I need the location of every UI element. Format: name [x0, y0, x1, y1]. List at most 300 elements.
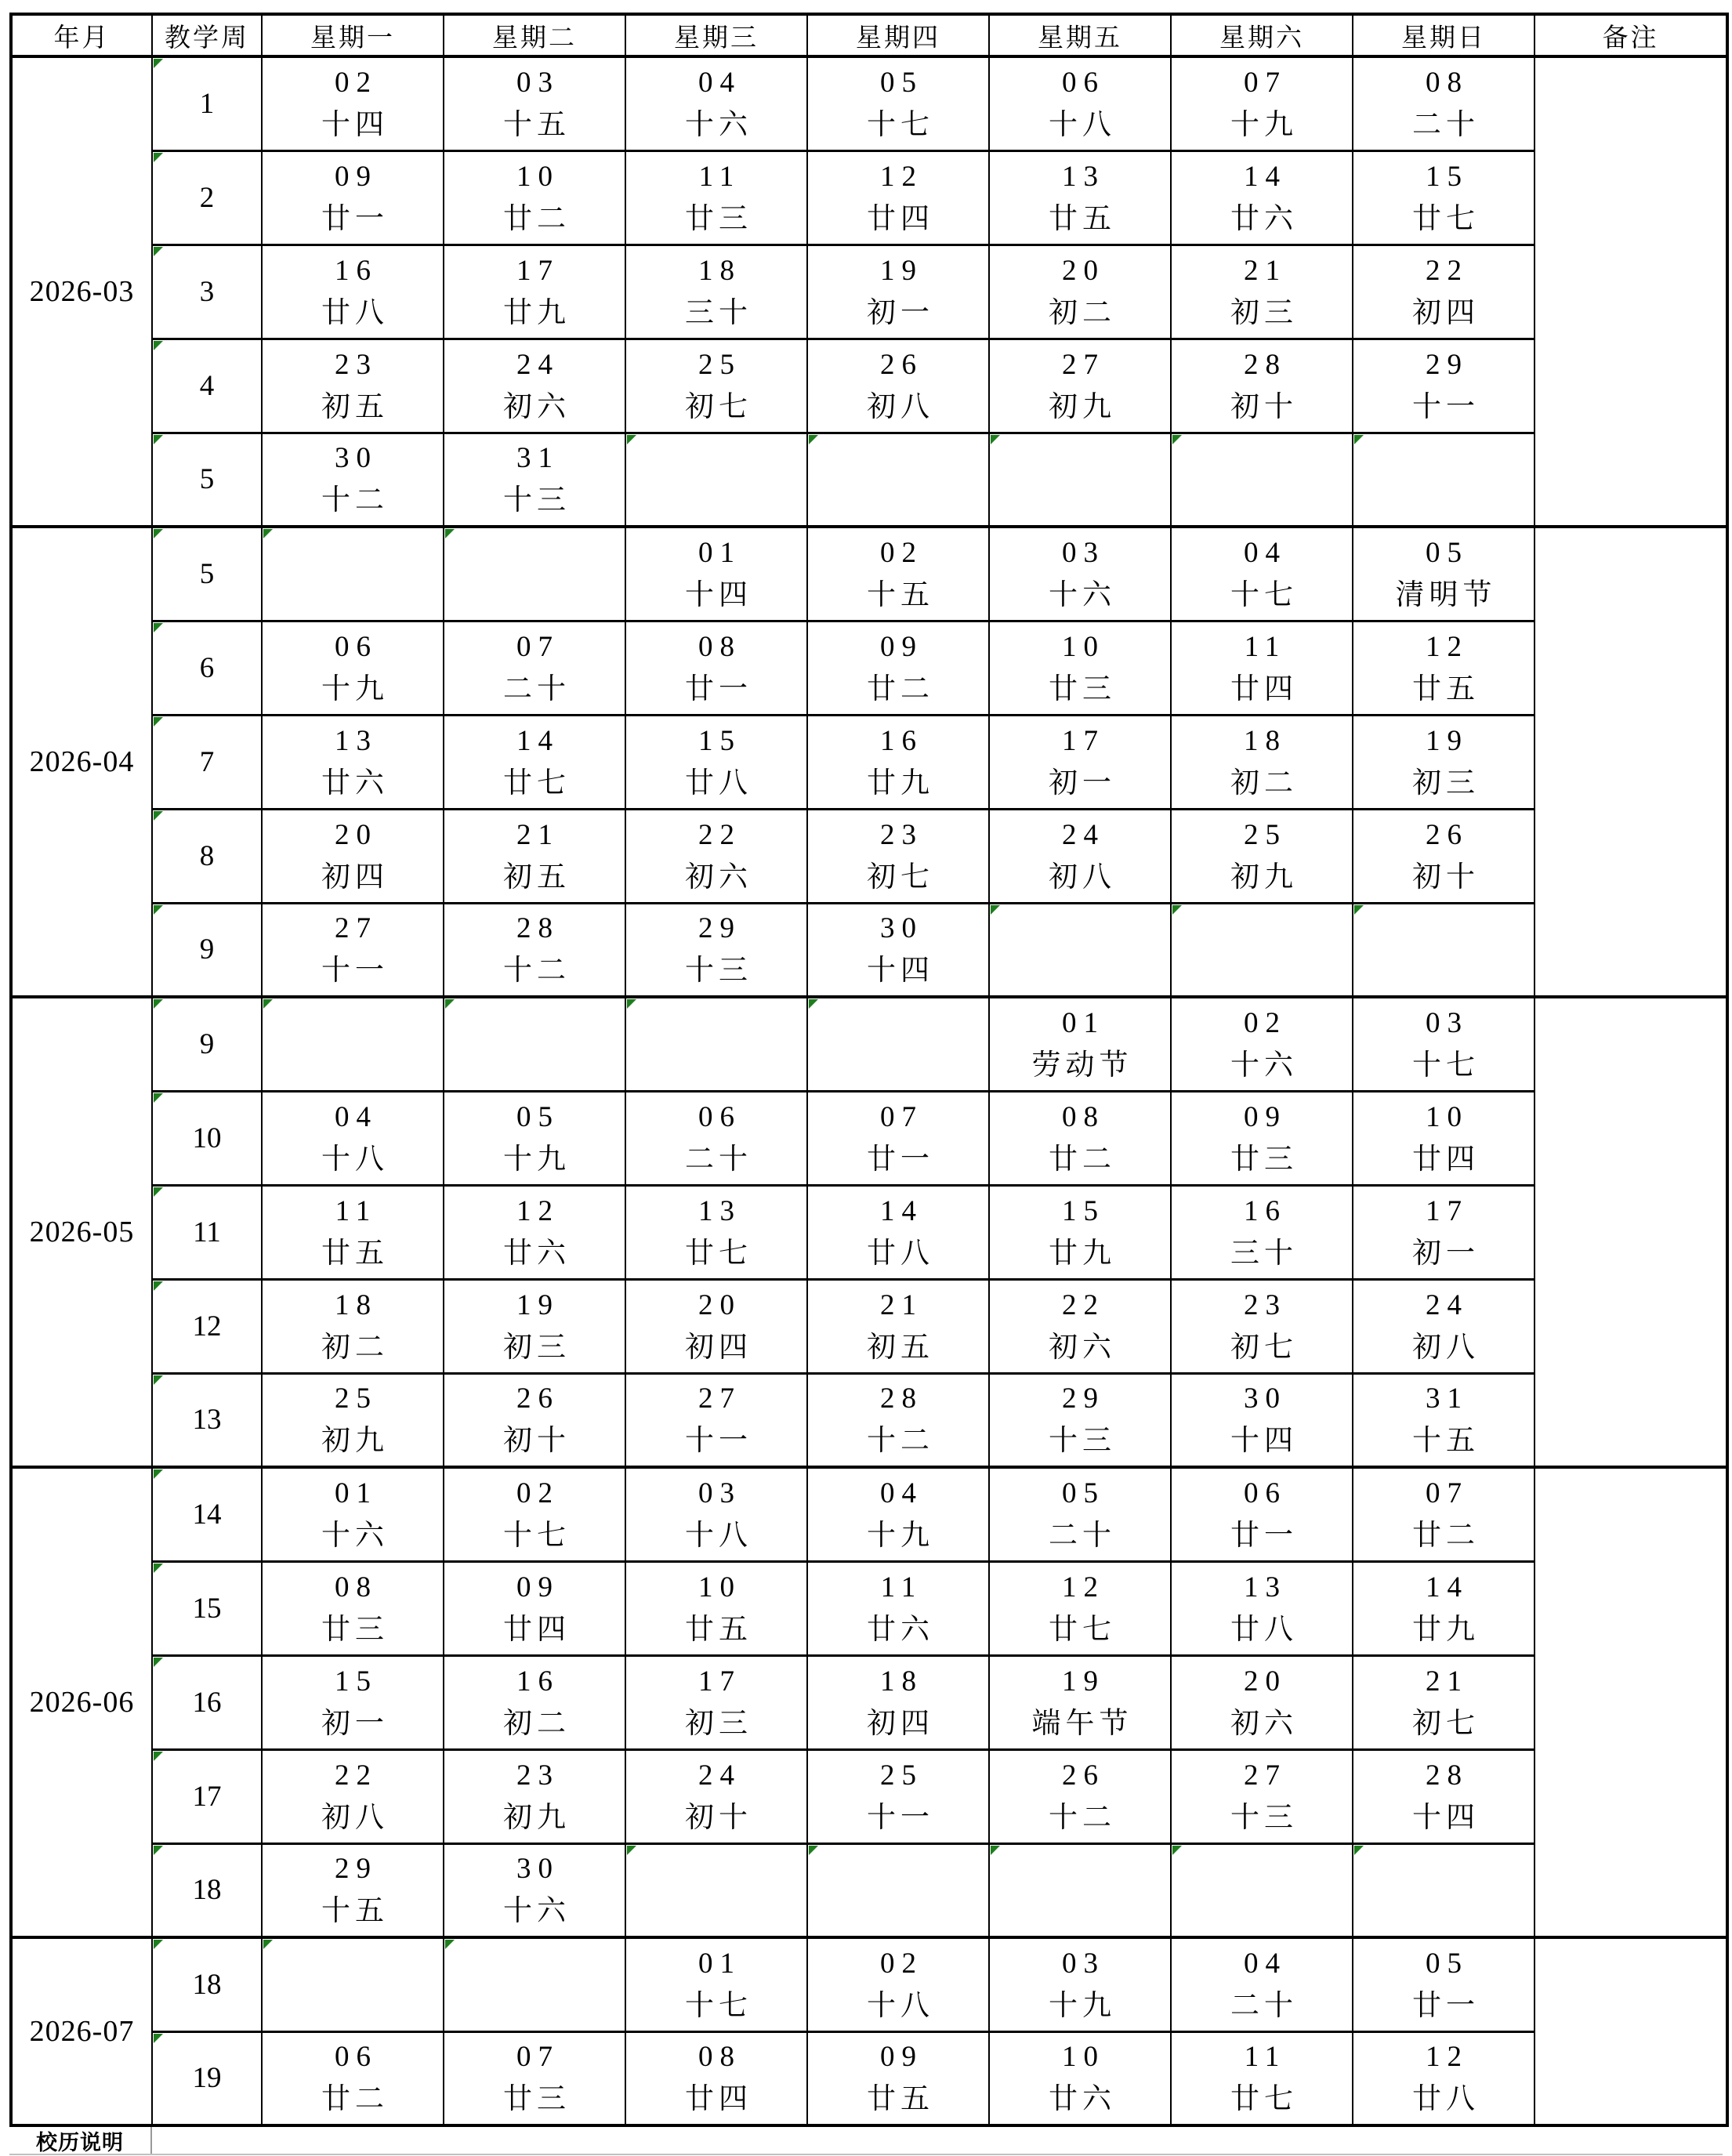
teaching-week-cell[interactable] [152, 245, 262, 339]
solar-date: 28 [1426, 1759, 1469, 1792]
day-cell[interactable] [444, 339, 625, 433]
week-row [11, 245, 1727, 339]
day-cell[interactable] [444, 1749, 625, 1843]
lunar-or-festival: 廿二 [867, 672, 934, 705]
day-cell-content [990, 818, 1170, 893]
day-cell[interactable] [807, 1467, 989, 1561]
day-cell[interactable] [444, 245, 625, 339]
remarks-cell[interactable] [1535, 527, 1727, 997]
remarks-cell[interactable] [1535, 997, 1727, 1467]
day-cell[interactable] [1353, 150, 1535, 245]
lunar-or-festival: 初四 [321, 861, 389, 893]
day-cell[interactable] [625, 1185, 807, 1279]
day-cell[interactable] [807, 1937, 989, 2031]
lunar-or-festival: 廿三 [321, 1613, 389, 1646]
day-cell[interactable] [262, 809, 444, 903]
corner-marker-icon [991, 905, 1000, 915]
day-cell[interactable] [807, 2031, 989, 2125]
day-cell-content [1172, 1667, 1352, 1738]
solar-date: 24 [698, 1759, 741, 1792]
day-cell[interactable] [262, 1749, 444, 1843]
day-cell[interactable] [444, 1185, 625, 1279]
day-cell-content [263, 914, 443, 985]
day-cell[interactable] [262, 621, 444, 715]
day-cell[interactable] [444, 621, 625, 715]
day-cell[interactable] [444, 1373, 625, 1467]
remarks-cell[interactable] [1535, 56, 1727, 527]
lunar-or-festival: 初二 [321, 1331, 389, 1364]
day-cell[interactable] [1353, 245, 1535, 339]
lunar-or-festival: 劳动节 [1031, 1049, 1133, 1082]
lunar-or-festival: 十六 [1230, 1049, 1298, 1082]
day-cell[interactable] [262, 1561, 444, 1655]
day-cell[interactable] [625, 2031, 807, 2125]
column-header-monday[interactable]: 星期一 [262, 14, 444, 56]
day-cell-content [1172, 1479, 1352, 1550]
day-cell[interactable] [807, 1373, 989, 1467]
day-cell[interactable] [625, 1561, 807, 1655]
day-cell-content [990, 1573, 1170, 1644]
teaching-week-cell[interactable] [152, 997, 262, 1091]
day-cell[interactable] [1171, 56, 1353, 150]
day-cell-empty[interactable] [262, 1937, 444, 2031]
day-cell-content [1172, 538, 1352, 610]
teaching-week-number: 6 [199, 651, 215, 684]
day-cell-content [626, 1194, 806, 1270]
day-cell[interactable] [1353, 997, 1535, 1091]
corner-marker-icon [1354, 1846, 1364, 1855]
day-cell[interactable] [444, 1561, 625, 1655]
day-cell[interactable] [1353, 1373, 1535, 1467]
day-cell[interactable] [1171, 715, 1353, 809]
lunar-or-festival: 廿三 [1230, 1143, 1298, 1176]
lunar-or-festival: 初四 [1412, 296, 1480, 329]
teaching-week-number: 5 [199, 463, 215, 496]
teaching-week-cell[interactable] [152, 56, 262, 150]
lunar-or-festival: 廿三 [503, 2083, 571, 2116]
lunar-or-festival: 廿五 [321, 1237, 389, 1270]
teaching-week-cell[interactable] [152, 809, 262, 903]
day-cell[interactable] [1171, 1655, 1353, 1749]
day-cell-empty[interactable] [625, 433, 807, 527]
week-row [11, 56, 1727, 150]
teaching-week-cell[interactable] [152, 1561, 262, 1655]
day-cell[interactable] [262, 1655, 444, 1749]
teaching-week-cell[interactable] [152, 1655, 262, 1749]
solar-date: 22 [698, 818, 741, 851]
lunar-or-festival: 初一 [1412, 1237, 1480, 1270]
day-cell-empty[interactable] [444, 997, 625, 1091]
column-header-year-month[interactable]: 年月 [11, 14, 152, 56]
day-cell[interactable] [262, 1373, 444, 1467]
day-cell-content [263, 444, 443, 515]
teaching-week-cell[interactable] [152, 339, 262, 433]
lunar-or-festival: 初七 [685, 390, 752, 423]
solar-date: 23 [516, 1759, 560, 1792]
day-cell[interactable] [262, 1279, 444, 1373]
day-cell[interactable] [444, 433, 625, 527]
day-cell-content [444, 632, 625, 704]
day-cell[interactable] [262, 1091, 444, 1185]
day-cell[interactable] [625, 1279, 807, 1373]
lunar-or-festival: 廿九 [1412, 1613, 1480, 1646]
day-cell[interactable] [262, 433, 444, 527]
column-header-sunday[interactable]: 星期日 [1353, 14, 1535, 56]
day-cell[interactable] [807, 1091, 989, 1185]
day-cell[interactable] [807, 715, 989, 809]
teaching-week-cell[interactable] [152, 1279, 262, 1373]
day-cell[interactable] [1171, 1749, 1353, 1843]
day-cell[interactable] [989, 1467, 1171, 1561]
day-cell[interactable] [989, 1655, 1171, 1749]
day-cell[interactable] [807, 1749, 989, 1843]
day-cell[interactable] [1353, 527, 1535, 621]
solar-date: 14 [1426, 1571, 1469, 1603]
lunar-or-festival: 十二 [503, 955, 571, 987]
day-cell[interactable] [625, 1749, 807, 1843]
day-cell[interactable] [1171, 339, 1353, 433]
day-cell-empty[interactable] [1353, 1843, 1535, 1937]
day-cell[interactable] [807, 339, 989, 433]
day-cell[interactable] [444, 1843, 625, 1937]
day-cell[interactable] [1353, 1749, 1535, 1843]
column-header-tuesday[interactable]: 星期二 [444, 14, 625, 56]
day-cell[interactable] [1353, 1279, 1535, 1373]
day-cell-empty[interactable] [625, 997, 807, 1091]
column-header-friday[interactable]: 星期五 [989, 14, 1171, 56]
day-cell-empty[interactable] [625, 1843, 807, 1937]
day-cell[interactable] [625, 56, 807, 150]
day-cell[interactable] [1353, 809, 1535, 903]
day-cell-content [1172, 1573, 1352, 1644]
teaching-week-cell[interactable] [152, 903, 262, 997]
day-cell-empty[interactable] [444, 1937, 625, 2031]
day-cell[interactable] [1171, 1091, 1353, 1185]
teaching-week-cell[interactable] [152, 433, 262, 527]
teaching-week-number: 11 [193, 1216, 221, 1248]
day-cell-empty[interactable] [807, 1843, 989, 1937]
day-cell-content [626, 1382, 806, 1458]
day-cell-content [990, 1949, 1170, 2020]
day-cell[interactable] [989, 56, 1171, 150]
day-cell[interactable] [625, 150, 807, 245]
day-cell[interactable] [625, 1937, 807, 2031]
day-cell[interactable] [262, 715, 444, 809]
day-cell[interactable] [989, 1091, 1171, 1185]
lunar-or-festival: 十九 [867, 1519, 934, 1552]
solar-date: 21 [516, 818, 560, 851]
week-row [11, 715, 1727, 809]
day-cell-empty[interactable] [1353, 433, 1535, 527]
teaching-week-cell[interactable] [152, 1749, 262, 1843]
solar-date: 04 [880, 1477, 923, 1509]
year-month-cell[interactable]: 2026-06 [11, 1467, 152, 1937]
solar-date: 30 [516, 1853, 560, 1886]
day-cell[interactable] [625, 809, 807, 903]
day-cell[interactable] [1171, 809, 1353, 903]
day-cell[interactable] [262, 2031, 444, 2125]
lunar-or-festival: 十六 [503, 1895, 571, 1928]
solar-date: 29 [1426, 348, 1469, 381]
lunar-or-festival: 十八 [685, 1519, 752, 1552]
teaching-week-cell[interactable] [152, 621, 262, 715]
day-cell-content [1353, 1949, 1534, 2020]
day-cell[interactable] [1171, 2031, 1353, 2125]
day-cell[interactable] [807, 621, 989, 715]
day-cell[interactable] [1171, 621, 1353, 715]
day-cell[interactable] [625, 339, 807, 433]
day-cell[interactable] [1171, 997, 1353, 1091]
solar-date: 23 [880, 818, 923, 851]
lunar-or-festival: 初一 [1049, 766, 1116, 799]
day-cell[interactable] [807, 1279, 989, 1373]
day-cell-empty[interactable] [262, 527, 444, 621]
lunar-or-festival: 初八 [867, 390, 934, 423]
day-cell[interactable] [1171, 245, 1353, 339]
day-cell-empty[interactable] [262, 997, 444, 1091]
day-cell[interactable] [807, 527, 989, 621]
day-cell[interactable] [989, 621, 1171, 715]
week-row [11, 1091, 1727, 1185]
day-cell[interactable] [444, 809, 625, 903]
corner-marker-icon [154, 153, 163, 162]
day-cell[interactable] [1353, 2031, 1535, 2125]
solar-date: 02 [880, 1947, 923, 1980]
day-cell[interactable] [444, 1279, 625, 1373]
day-cell-content [626, 162, 806, 234]
day-cell[interactable] [1353, 1185, 1535, 1279]
solar-date: 05 [516, 1100, 560, 1133]
lunar-or-festival: 初六 [503, 390, 571, 423]
day-cell[interactable] [1353, 1937, 1535, 2031]
day-cell[interactable] [1171, 1467, 1353, 1561]
solar-date: 18 [1244, 724, 1287, 757]
column-header-thursday[interactable]: 星期四 [807, 14, 989, 56]
solar-date: 06 [1244, 1477, 1287, 1509]
day-cell[interactable] [1353, 1467, 1535, 1561]
day-cell[interactable] [989, 1937, 1171, 2031]
lunar-or-festival: 初八 [1049, 861, 1116, 893]
day-cell[interactable] [262, 903, 444, 997]
day-cell-empty[interactable] [444, 527, 625, 621]
teaching-week-number: 16 [192, 1686, 222, 1719]
week-row [11, 903, 1727, 997]
day-cell-empty[interactable] [807, 997, 989, 1091]
day-cell[interactable] [1171, 1185, 1353, 1279]
day-cell[interactable] [989, 1749, 1171, 1843]
teaching-week-cell[interactable] [152, 1091, 262, 1185]
day-cell-content [1353, 724, 1534, 799]
teaching-week-cell[interactable] [152, 1185, 262, 1279]
day-cell-content [1353, 632, 1534, 704]
day-cell[interactable] [1353, 339, 1535, 433]
day-cell[interactable] [989, 527, 1171, 621]
day-cell[interactable] [807, 245, 989, 339]
teaching-week-cell[interactable] [152, 1373, 262, 1467]
day-cell[interactable] [1353, 56, 1535, 150]
day-cell[interactable] [262, 1843, 444, 1937]
solar-date: 26 [1426, 818, 1469, 851]
teaching-week-cell[interactable] [152, 1937, 262, 2031]
day-cell-content [990, 538, 1170, 610]
day-cell[interactable] [807, 1561, 989, 1655]
year-month-cell[interactable]: 2026-04 [11, 527, 152, 997]
day-cell[interactable] [989, 1561, 1171, 1655]
lunar-or-festival: 廿一 [321, 202, 389, 235]
day-cell-content [808, 538, 988, 610]
day-cell[interactable] [807, 1185, 989, 1279]
day-cell[interactable] [807, 150, 989, 245]
day-cell[interactable] [444, 150, 625, 245]
day-cell[interactable] [444, 2031, 625, 2125]
day-cell-empty[interactable] [807, 433, 989, 527]
day-cell[interactable] [625, 527, 807, 621]
day-cell[interactable] [444, 903, 625, 997]
day-cell[interactable] [989, 339, 1171, 433]
day-cell-empty[interactable] [989, 1843, 1171, 1937]
column-header-remarks[interactable]: 备注 [1535, 14, 1727, 56]
lunar-or-festival: 二十 [1230, 1989, 1298, 2022]
day-cell[interactable] [989, 1185, 1171, 1279]
lunar-or-festival: 端午节 [1031, 1707, 1133, 1740]
solar-date: 27 [335, 912, 378, 945]
solar-date: 07 [1426, 1477, 1469, 1509]
day-cell[interactable] [444, 1467, 625, 1561]
day-cell-empty[interactable] [1353, 903, 1535, 997]
solar-date: 30 [1244, 1382, 1287, 1415]
solar-date: 17 [1426, 1194, 1469, 1227]
day-cell[interactable] [625, 1655, 807, 1749]
lunar-or-festival: 二十 [685, 1143, 752, 1176]
day-cell[interactable] [625, 245, 807, 339]
calendar-notes-label[interactable]: 校历说明 [9, 2127, 152, 2154]
day-cell[interactable] [625, 715, 807, 809]
day-cell-content [626, 256, 806, 328]
day-cell-empty[interactable] [1171, 903, 1353, 997]
day-cell[interactable] [1171, 1561, 1353, 1655]
day-cell-empty[interactable] [989, 433, 1171, 527]
teaching-week-cell[interactable] [152, 715, 262, 809]
day-cell[interactable] [807, 56, 989, 150]
day-cell[interactable] [1353, 621, 1535, 715]
day-cell[interactable] [807, 1655, 989, 1749]
day-cell[interactable] [625, 1373, 807, 1467]
day-cell[interactable] [444, 715, 625, 809]
day-cell[interactable] [1171, 527, 1353, 621]
day-cell[interactable] [807, 903, 989, 997]
day-cell-empty[interactable] [1171, 1843, 1353, 1937]
day-cell[interactable] [262, 339, 444, 433]
solar-date: 01 [698, 1947, 741, 1980]
day-cell-empty[interactable] [989, 903, 1171, 997]
lunar-or-festival: 十四 [1230, 1425, 1298, 1458]
day-cell[interactable] [262, 1467, 444, 1561]
day-cell[interactable] [989, 809, 1171, 903]
day-cell[interactable] [1353, 715, 1535, 809]
lunar-or-festival: 初九 [1049, 390, 1116, 423]
day-cell[interactable] [444, 1091, 625, 1185]
day-cell[interactable] [1171, 1937, 1353, 2031]
day-cell-content [990, 350, 1170, 422]
teaching-week-cell[interactable] [152, 2031, 262, 2125]
day-cell-content [444, 1854, 625, 1926]
lunar-or-festival: 廿二 [1412, 1519, 1480, 1552]
column-header-saturday[interactable]: 星期六 [1171, 14, 1353, 56]
day-cell[interactable] [625, 903, 807, 997]
day-cell-empty[interactable] [1171, 433, 1353, 527]
day-cell[interactable] [989, 997, 1171, 1091]
day-cell[interactable] [1353, 1655, 1535, 1749]
day-cell[interactable] [989, 150, 1171, 245]
year-month-cell[interactable]: 2026-03 [11, 56, 152, 527]
day-cell[interactable] [989, 715, 1171, 809]
solar-date: 02 [335, 66, 378, 99]
lunar-or-festival: 初二 [503, 1707, 571, 1740]
column-header-wednesday[interactable]: 星期三 [625, 14, 807, 56]
solar-date: 10 [1062, 630, 1105, 663]
day-cell[interactable] [989, 1279, 1171, 1373]
day-cell[interactable] [444, 56, 625, 150]
year-month-cell[interactable]: 2026-05 [11, 997, 152, 1467]
day-cell[interactable] [1171, 1373, 1353, 1467]
year-month-cell[interactable]: 2026-07 [11, 1937, 152, 2125]
day-cell[interactable] [262, 1185, 444, 1279]
solar-date: 29 [1062, 1382, 1105, 1415]
corner-marker-icon [154, 341, 163, 350]
day-cell-content [990, 724, 1170, 799]
day-cell[interactable] [625, 1091, 807, 1185]
lunar-or-festival: 初四 [685, 1331, 752, 1364]
day-cell[interactable] [989, 245, 1171, 339]
day-cell[interactable] [1171, 1279, 1353, 1373]
day-cell[interactable] [625, 1467, 807, 1561]
day-cell[interactable] [989, 2031, 1171, 2125]
remarks-cell[interactable] [1535, 1937, 1727, 2125]
week-row [11, 2031, 1727, 2125]
corner-marker-icon [154, 247, 163, 256]
teaching-week-cell[interactable] [152, 1843, 262, 1937]
day-cell[interactable] [625, 621, 807, 715]
day-cell[interactable] [444, 1655, 625, 1749]
teaching-week-cell[interactable] [152, 1467, 262, 1561]
solar-date: 24 [516, 348, 560, 381]
day-cell-content [1353, 1667, 1534, 1738]
column-header-teaching-week[interactable]: 教学周 [152, 14, 262, 56]
corner-marker-icon [154, 2034, 163, 2043]
week-row [11, 1561, 1727, 1655]
day-cell[interactable] [262, 245, 444, 339]
teaching-week-cell[interactable] [152, 527, 262, 621]
day-cell[interactable] [989, 1373, 1171, 1467]
teaching-week-number: 8 [199, 839, 215, 872]
week-row [11, 1655, 1727, 1749]
day-cell[interactable] [1171, 150, 1353, 245]
lunar-or-festival: 十四 [321, 108, 389, 141]
remarks-cell[interactable] [1535, 1467, 1727, 1937]
day-cell[interactable] [262, 150, 444, 245]
teaching-week-cell[interactable] [152, 150, 262, 245]
lunar-or-festival: 十八 [321, 1143, 389, 1176]
day-cell-content [808, 632, 988, 704]
day-cell[interactable] [807, 809, 989, 903]
day-cell[interactable] [262, 56, 444, 150]
solar-date: 08 [1426, 66, 1469, 99]
day-cell[interactable] [1353, 1091, 1535, 1185]
day-cell[interactable] [1353, 1561, 1535, 1655]
day-cell-content [1353, 1573, 1534, 1644]
lunar-or-festival: 初十 [1230, 390, 1298, 423]
lunar-or-festival: 廿二 [503, 202, 571, 235]
